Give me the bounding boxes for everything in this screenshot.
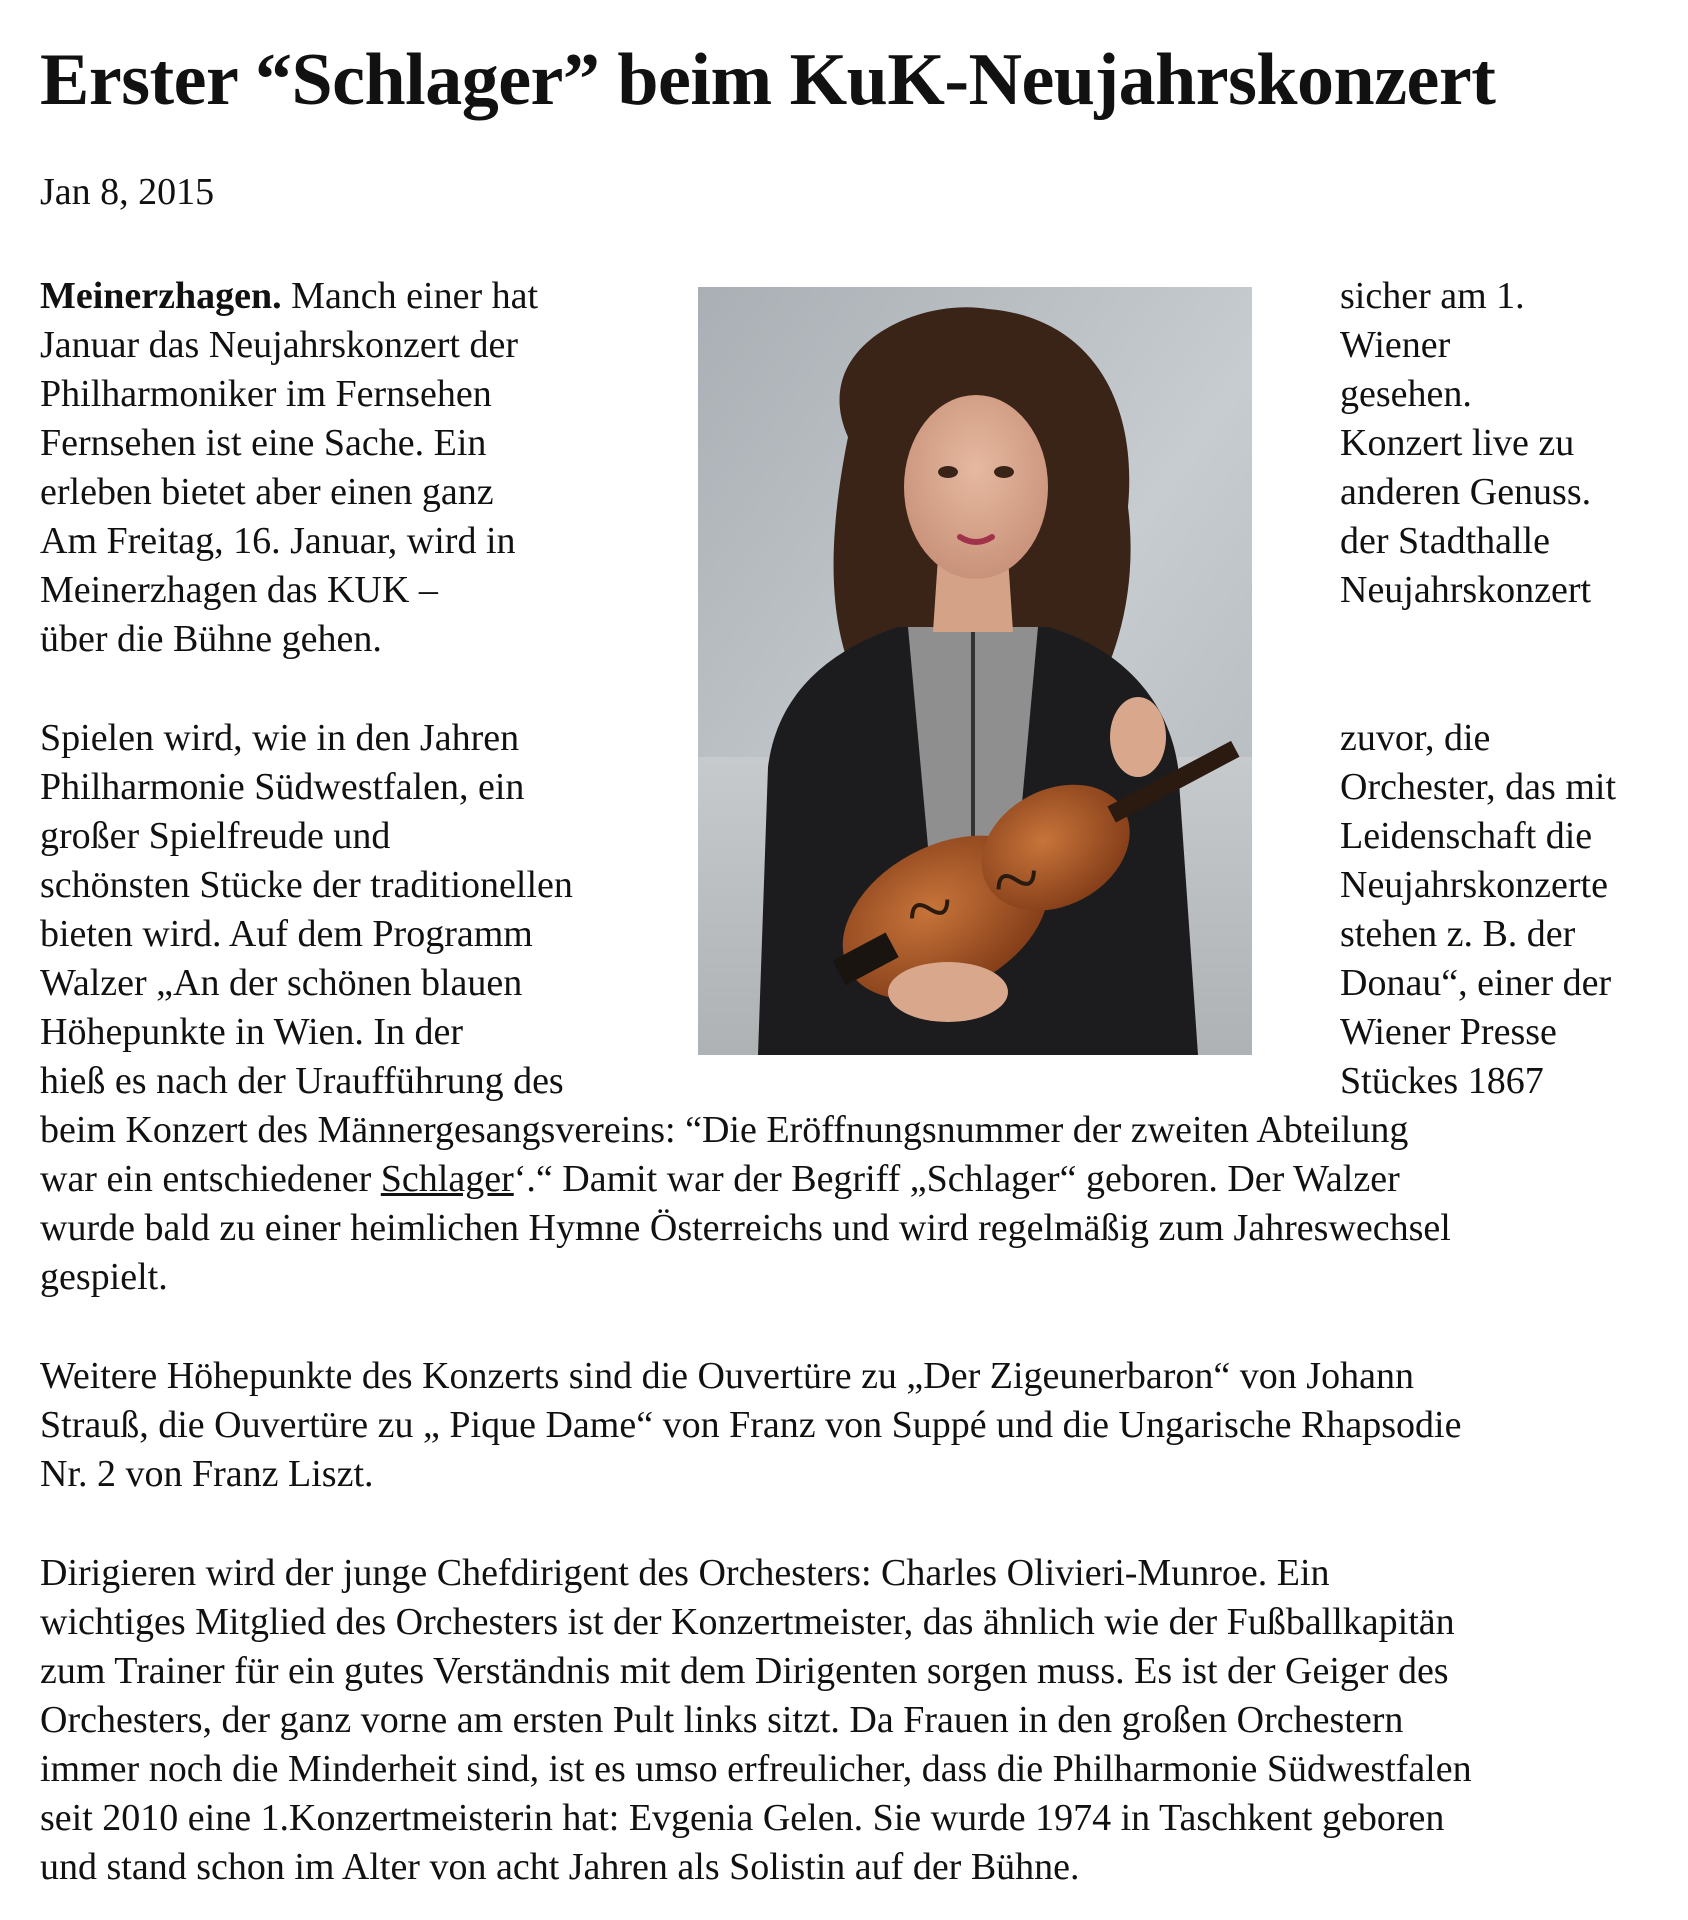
p1-left-line-7: über die Bühne gehen. xyxy=(40,618,382,660)
p2-left-line-7: hieß es nach der Uraufführung des xyxy=(40,1060,564,1102)
p4-line-2: zum Trainer für ein gutes Verständnis mit dem Dirigenten sorgen muss. Es ist der Geiger des xyxy=(40,1650,1449,1692)
p4-line-5: seit 2010 eine 1.Konzertmeisterin hat: Evgenia Gelen. Sie wurde 1974 in Taschkent geboren xyxy=(40,1797,1445,1839)
violinist-illustration xyxy=(698,287,1252,1055)
upper-hand xyxy=(1110,697,1166,777)
p2-line2-pre: war ein entschiedener xyxy=(40,1158,381,1200)
p2-left-line-4: bieten wird. Auf dem Programm xyxy=(40,913,533,955)
p2-left-line-5: Walzer „An der schönen blauen xyxy=(40,962,523,1004)
p2-full-line-3: wurde bald zu einer heimlichen Hymne Österreichs und wird regelmäßig zum Jahreswechsel xyxy=(40,1207,1451,1249)
p1-right-line-6: Neujahrskonzert xyxy=(1340,569,1592,611)
p2-right-line-4: stehen z. B. der xyxy=(1340,913,1576,955)
p2-left-line-0: Spielen wird, wie in den Jahren xyxy=(40,717,520,759)
p1-left-line-2: Philharmoniker im Fernsehen xyxy=(40,373,492,415)
p4-line-3: Orchesters, der ganz vorne am ersten Pult links sitzt. Da Frauen in den großen Orchestern xyxy=(40,1699,1404,1741)
p1-right-line-4: anderen Genuss. xyxy=(1340,471,1592,513)
p2-right-line-6: Wiener Presse xyxy=(1340,1011,1557,1053)
p1-right-line-2: gesehen. xyxy=(1340,373,1472,415)
p2-full-line-1: beim Konzert des Männergesangsvereins: “Die Eröffnungsnummer der zweiten Abteilung xyxy=(40,1109,1409,1151)
p1-left-line-5: Am Freitag, 16. Januar, wird in xyxy=(40,520,516,562)
p2-right-line-3: Neujahrskonzerte xyxy=(1340,864,1608,906)
p1-left-line-0 xyxy=(40,272,538,320)
p1-right-line-1: Wiener xyxy=(1340,324,1451,366)
left-eye xyxy=(938,466,958,478)
p1-right-line-0: sicher am 1. xyxy=(1340,275,1525,317)
p3-line-0: Weitere Höhepunkte des Konzerts sind die Ouvertüre zu „Der Zigeunerbaron“ von Johann xyxy=(40,1355,1414,1397)
p1-lead: Meinerzhagen. xyxy=(40,275,282,317)
p2-left-line-1: Philharmonie Südwestfalen, ein xyxy=(40,766,525,808)
p2-left-line-3: schönsten Stücke der traditionellen xyxy=(40,864,573,906)
p1-left-line-6: Meinerzhagen das KUK – xyxy=(40,569,438,611)
p2-right-line-7: Stückes 1867 xyxy=(1340,1060,1544,1102)
p3-line-1: Strauß, die Ouvertüre zu „ Pique Dame“ von Franz von Suppé und die Ungarische Rhapsodie xyxy=(40,1404,1462,1446)
p2-line2-post: ‘.“ Damit war der Begriff „Schlager“ geboren. Der Walzer xyxy=(513,1158,1400,1200)
p2-right-line-1: Orchester, das mit xyxy=(1340,766,1617,808)
p4-line-6: und stand schon im Alter von acht Jahren als Solistin auf der Bühne. xyxy=(40,1846,1080,1888)
p4-line-4: immer noch die Minderheit sind, ist es umso erfreulicher, dass die Philharmonie Südwestfalen xyxy=(40,1748,1472,1790)
p4-line-0: Dirigieren wird der junge Chefdirigent des Orchesters: Charles Olivieri-Munroe. Ein xyxy=(40,1552,1330,1594)
article-date: Jan 8, 2015 xyxy=(40,171,215,213)
p1-left-text-0: Manch einer hat xyxy=(281,275,539,317)
article-title: Erster “Schlager” beim KuK-Neujahrskonzert xyxy=(40,39,1496,121)
schlager-link[interactable]: Schlager xyxy=(380,1158,514,1200)
p2-full-line-4: gespielt. xyxy=(40,1256,168,1298)
p2-right-line-2: Leidenschaft die xyxy=(1340,815,1593,857)
p2-left-line-6: Höhepunkte in Wien. In der xyxy=(40,1011,464,1053)
p1-right-line-3: Konzert live zu xyxy=(1340,422,1575,464)
p2-right-line-0: zuvor, die xyxy=(1340,717,1491,759)
face-shape xyxy=(904,395,1048,579)
p1-left-line-1: Januar das Neujahrskonzert der xyxy=(40,324,518,366)
violinist-photo xyxy=(698,287,1252,1055)
lower-hand xyxy=(888,962,1008,1022)
p3-line-2: Nr. 2 von Franz Liszt. xyxy=(40,1453,374,1495)
p4-line-1: wichtiges Mitglied des Orchesters ist der Konzertmeister, das ähnlich wie der Fußballkapitän xyxy=(40,1601,1455,1643)
p2-full-line-2 xyxy=(40,1155,1400,1203)
p2-left-line-2: großer Spielfreude und xyxy=(40,815,391,857)
p1-right-line-5: der Stadthalle xyxy=(1340,520,1550,562)
right-eye xyxy=(994,466,1014,478)
p1-left-line-4: erleben bietet aber einen ganz xyxy=(40,471,494,513)
p2-right-line-5: Donau“, einer der xyxy=(1340,962,1612,1004)
p1-left-line-3: Fernsehen ist eine Sache. Ein xyxy=(40,422,487,464)
